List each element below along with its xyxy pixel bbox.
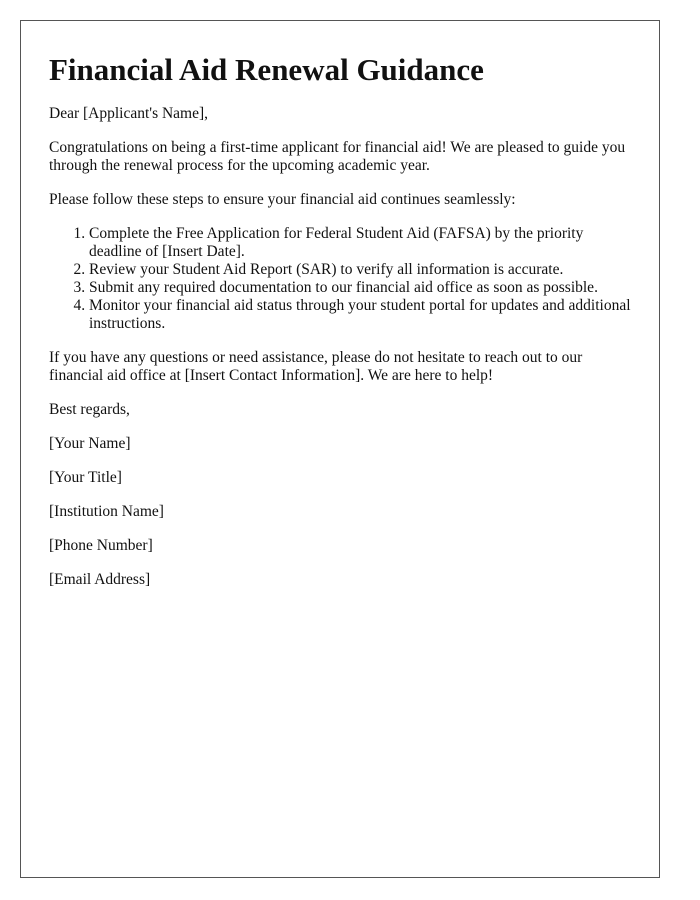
list-item: 4. Monitor your financial aid status through your student portal for updates and additional instructions. (89, 297, 631, 333)
signature-title: [Your Title] (49, 469, 122, 486)
signature-email: [Email Address] (49, 571, 151, 588)
letter-title: Financial Aid Renewal Guidance (49, 52, 484, 87)
intro-paragraph: Congratulations on being a first-time applicant for financial aid! We are pleased to guide you through the renewal process for the upcoming academic year. (49, 139, 626, 174)
closing: Best regards, (49, 401, 130, 418)
list-item: 1. Complete the Free Application for Federal Student Aid (FAFSA) by the priority deadline of [Insert Date]. (89, 225, 631, 261)
signature-block (49, 401, 631, 589)
signature-institution: [Institution Name] (49, 503, 164, 520)
signature-name: [Your Name] (49, 435, 131, 452)
list-item: 2. Review your Student Aid Report (SAR) to verify all information is accurate. (89, 261, 631, 279)
contact-paragraph: If you have any questions or need assistance, please do not hesitate to reach out to our financial aid office at [Insert Contact Information]. We are here to help! (49, 349, 583, 384)
steps-list (49, 225, 631, 333)
steps-intro: Please follow these steps to ensure your financial aid continues seamlessly: (49, 191, 516, 208)
signature-phone: [Phone Number] (49, 537, 153, 554)
letter-document (20, 20, 660, 878)
list-item: 3. Submit any required documentation to our financial aid office as soon as possible. (89, 279, 631, 297)
salutation: Dear [Applicant's Name], (49, 105, 209, 122)
